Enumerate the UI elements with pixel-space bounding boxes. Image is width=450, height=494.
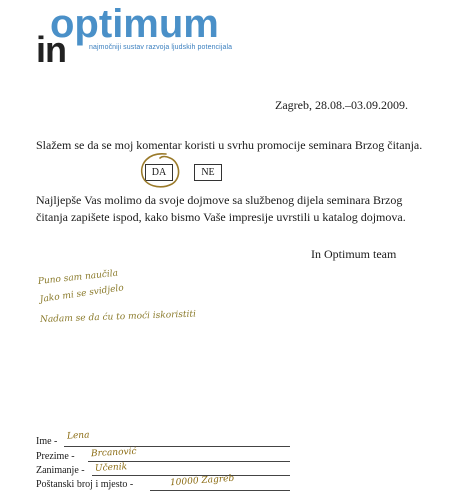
name-label: Ime -: [36, 436, 58, 447]
logo-wordmark-optimum: optimum: [50, 2, 219, 46]
occupation-value: Učenik: [94, 462, 128, 474]
handwritten-comment-line: Jako mi se svidjelo: [39, 283, 125, 305]
logo-wordmark-in: in: [36, 29, 66, 70]
surname-label: Prezime -: [36, 451, 75, 462]
postal-field-line: [150, 490, 290, 491]
consent-no-box[interactable]: [194, 164, 222, 181]
name-value: Lena: [66, 430, 90, 442]
logo-tagline: najmočniji sustav razvoja ljudskih potencijala: [89, 44, 233, 51]
consent-text: Slažem se da se moj komentar koristi u svrhu promocije seminara Brzog čitanja.: [36, 138, 423, 152]
surname-value: Brcanović: [90, 446, 137, 460]
postal-label: Poštanski broj i mjesto -: [36, 479, 134, 490]
occupation-label: Zanimanje -: [36, 465, 85, 476]
request-text: Najljepše Vas molimo da svoje dojmove sa službenog dijela seminara Brzog čitanja zapišete ispod, kako bismo Vaše impresije uvrstili u katalog dojmova.: [36, 193, 406, 224]
name-field-line: [64, 446, 290, 447]
consent-yes-label: DA: [151, 167, 167, 178]
handwritten-comment-line: Puno sam naučila: [37, 268, 119, 287]
selection-circle-mark: [136, 150, 184, 192]
handwritten-comment-line: Nadam se da ću to moći iskoristiti: [39, 309, 197, 325]
date-line: Zagreb, 28.08.–03.09.2009.: [275, 98, 408, 112]
team-signature: In Optimum team: [311, 247, 397, 261]
consent-no-label: NE: [201, 167, 215, 178]
postal-value: 10000 Zagreb: [169, 473, 235, 489]
